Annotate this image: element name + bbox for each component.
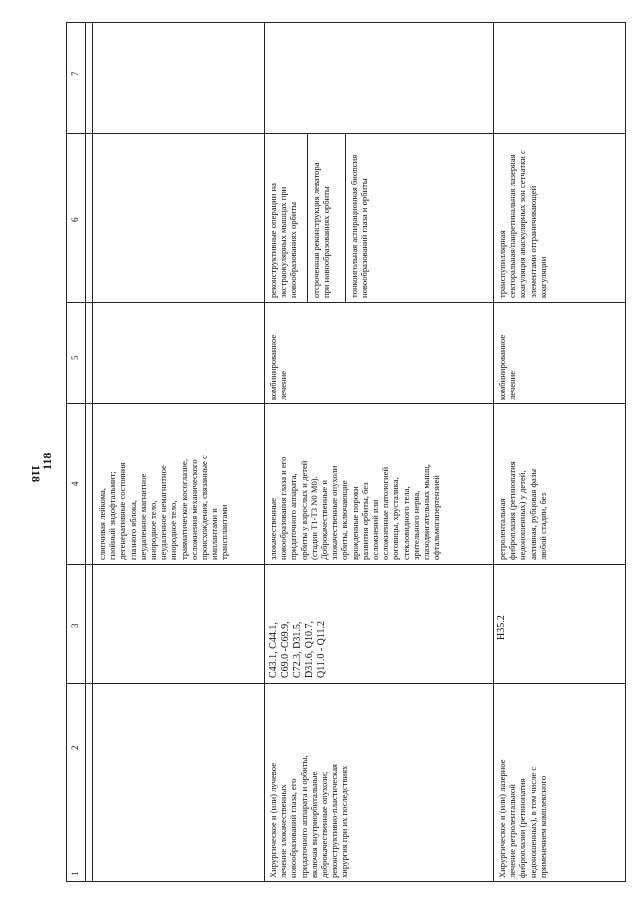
row3-col3: H35.2 [496,615,507,640]
row2-col6-a: реконструктивные операции на экстраокулярных мышцах при новообразованиях орбиты [268,183,299,298]
row3-col6: транспупиллярная секторальная/панретинальная лазерная коагуляция аваскулярных зон сетчатки с элементами отграничивающей коагуляции [497,150,548,298]
row3-col2: Хирургическое и (или) лазерное лечение ретролентальной фиброплазии (ретинопатия недоношенных), в том числе с применением комплексного [497,759,548,878]
row3-col4: ретролентальная фиброплазия (ретинопатия недоношенных) у детей, активная, рубцовая фазы любой стадии, без [497,461,548,560]
page-number: 118 [40,452,54,470]
col-header-7: 7 [70,71,80,76]
col-header-4: 4 [70,481,80,486]
col-header-1: 1 [70,871,80,876]
page-number: 118 [29,464,44,483]
row2-col3: C43.1, C44.1, C69.0 -C69.9, C72.3, D31.5, D31.6, Q10.7, Q11.0 - Q11.2 [268,620,327,678]
row2-col4: злокачественные новообразования глаза и его придаточного аппарата, орбиты у взрослых и детей (стадии T1-T3 N0 M0). Доброкачественные и злокачественные опухоли орбиты, включающие врожденные пороки развития орбиты, без осложнений или осложненные патологией роговицы, хрусталика, стекловидного тела, зрительного нерва, глазодвигательных мышц, офтальмогипертензией [268,456,442,560]
col-header-5: 5 [70,355,80,360]
col-header-6: 6 [70,217,80,222]
row1-col4: слипчивая лейкома, гнойный эндофтальмит; дегенеративные состояния глазного яблока, неудаленное магнитное инородное тело, неудаленное немагнитное инородное тело, травматическое косоглазие, осложнения механического происхождения, связанные с имплантами и трансплантами [97,455,230,560]
row2-col2: Хирургическое и (или) лучевое лечение злокачественных новообразований глаза, его придаточного аппарата и орбиты, включая внутриорбитальные доброкачественные опухоли; реконструктивно-пластическая хирургия при их последствиях [268,755,350,878]
col-header-3: 3 [70,623,80,628]
row2-col6-b: отсроченная реконструкция леватора при новообразованиях орбиты [311,162,332,298]
col-header-2: 2 [70,745,80,750]
row2-col6-c: тонкоигольная аспирационная биопсия новообразований глаза и орбиты [349,154,370,298]
row2-col5: комбинированное лечение [268,334,289,400]
row3-col5: комбинированное лечение [497,334,518,400]
